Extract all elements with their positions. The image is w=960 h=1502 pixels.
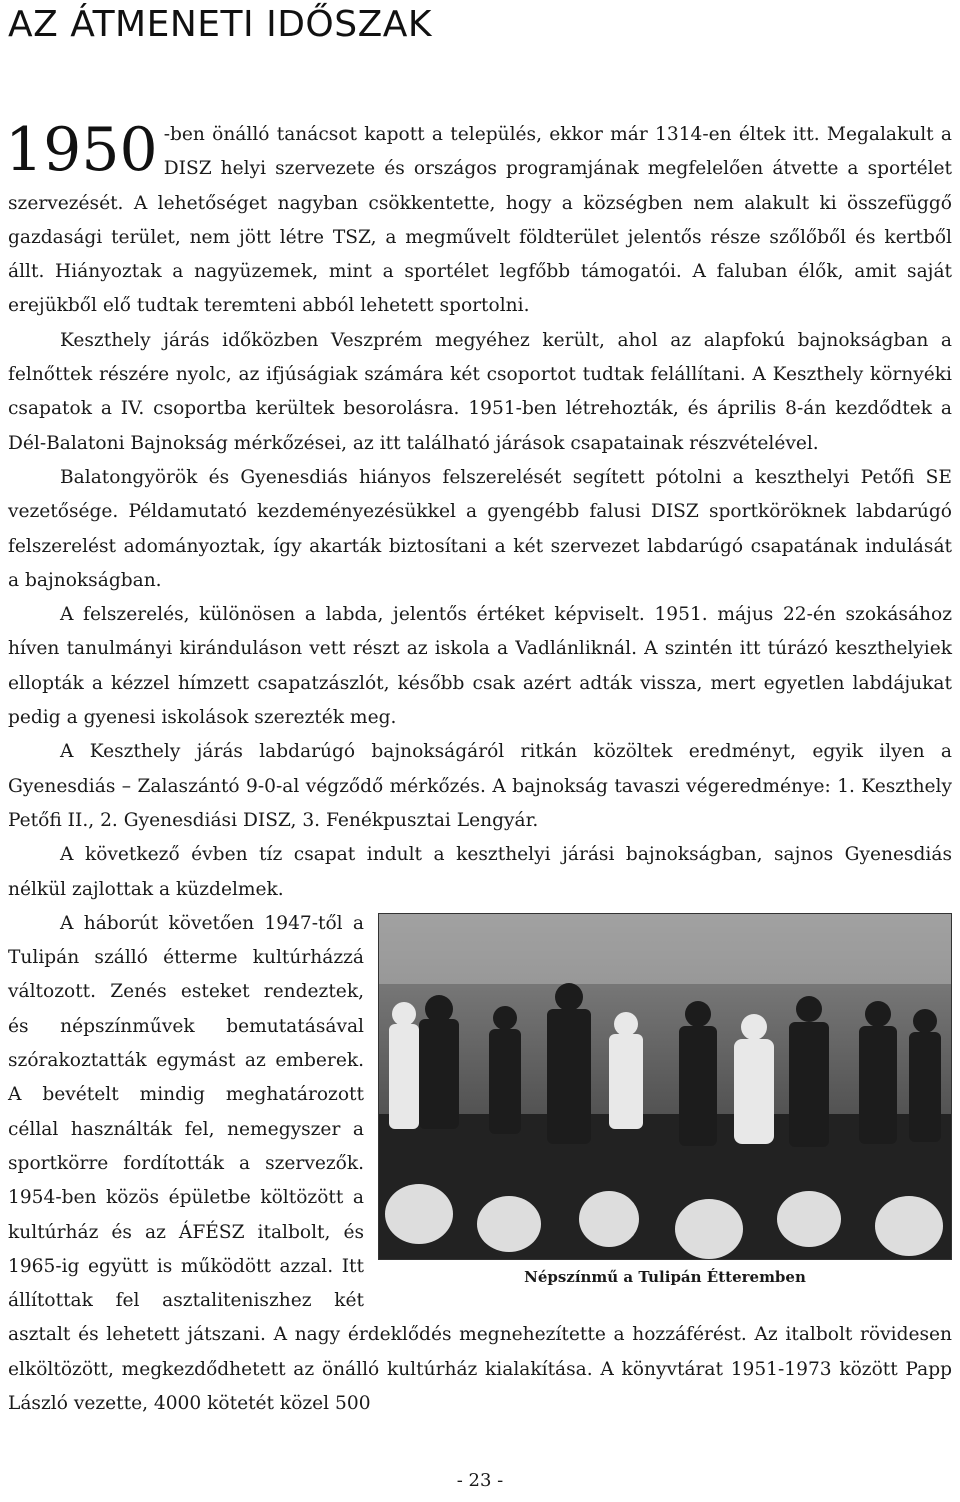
paragraph-5: A Keszthely járás labdarúgó bajnokságáról ritkán közöltek eredményt, egyik ilyen a Gyenesdiás – Zalaszántó 9-0-al végződő mérkőzés. A bajnokság tavaszi végeredménye: 1. Keszthely Petőfi II., 2. Gyenesdiási DISZ, 3. Fenékpusztai Lengyár.: [8, 741, 952, 831]
paragraph-1: [5, 115, 952, 324]
page-number: - 23 -: [456, 1470, 504, 1491]
paragraph-1-text: -ben önálló tanácsot kapott a település, ekkor már 1314-en éltek itt. Megalakult a DISZ helyi szervezete és országos programjának megfelelően átvette a sportélet szervezését. A lehetőséget nagyban csökkentette, hogy a községben nem alakult ki összefüggő gazdasági terület, nem jött létre TSZ, a megművelt földterület jelentős része szőlőből és kertből állt. Hiányoztak a nagyüzemek, mint a sportélet legfőbb támogatói. A faluban élők, amit saját erejükből elő tudtak teremteni abból lehetett sportolni.: [8, 124, 952, 317]
paragraph-3: Balatongyörök és Gyenesdiás hiányos felszerelését segített pótolni a keszthelyi Petőfi SE vezetősége. Példamutató kezdeményezésükkel a gyengébb falusi DISZ sportköröknek labdarúgó felszerelést adományoztak, így akarták biztosítani a két szervezet labdarúgó csapatának indulását a bajnokságban.: [8, 466, 952, 591]
paragraph-7: A háborút követően 1947-től a Tulipán szálló étterme kultúrházzá változott. Zenés esteket rendeztek, és népszínművek bemutatásával szórakoztatták egymást az emberek. A bevételt mindig meghatározott céllal használták fel, nemegyszer a sportkörre fordították a szervezők. 1954-ben közös épületbe költözött a kultúrház és az ÁFÉSZ italbolt, és 1965-ig együtt is működött azzal. Itt állítottak fel asztaliteniszhez két asztalt és lehetett játszani. A nagy érdeklődés megnehezítette a hozzáférést. Az italbolt rövidesen elköltözött, megkezdődhetett az önálló kultúrház kialakítása. A könyvtárat 1951-1973 között Papp László vezette, 4000 kötetét közel 500: [8, 912, 952, 1414]
paragraph-4: A felszerelés, különösen a labda, jelentős értéket képviselt. 1951. május 22-én szokásához híven tanulmányi kiránduláson vett részt az iskola a Vadlánliknál. A szintén itt túrázó keszthelyiek ellopták a kézzel hímzett csapatzászlót, később csak azért adták vissza, mert egyetlen labdájukat pedig a gyenesi iskolások szerezték meg.: [8, 604, 952, 729]
paragraph-6: A következő évben tíz csapat indult a keszthelyi járási bajnokságban, sajnos Gyenesdiás nélkül zajlottak a küzdelmek.: [8, 844, 952, 900]
page-title: AZ ÁTMENETI IDŐSZAK: [8, 4, 433, 45]
drop-cap-year: 1950: [5, 115, 158, 185]
paragraph-2: Keszthely járás időközben Veszprém megyéhez került, ahol az alapfokú bajnokságban a felnőttek részére nyolc, az ifjúságiak számára két csoportot tudtak felállítani. A Keszthely környéki csapatok a IV. csoportba kerültek besorolásra. 1951-ben létrehozták, és április 8-án kezdődtek a Dél-Balatoni Bajnokság mérkőzései, az itt található járások csapatainak részvételével.: [8, 329, 952, 454]
stage-photo: [378, 913, 952, 1260]
article-body: [5, 115, 952, 1421]
photo-figure: [378, 913, 952, 1297]
photo-caption: Népszínmű a Tulipán Étteremben: [524, 1267, 806, 1286]
